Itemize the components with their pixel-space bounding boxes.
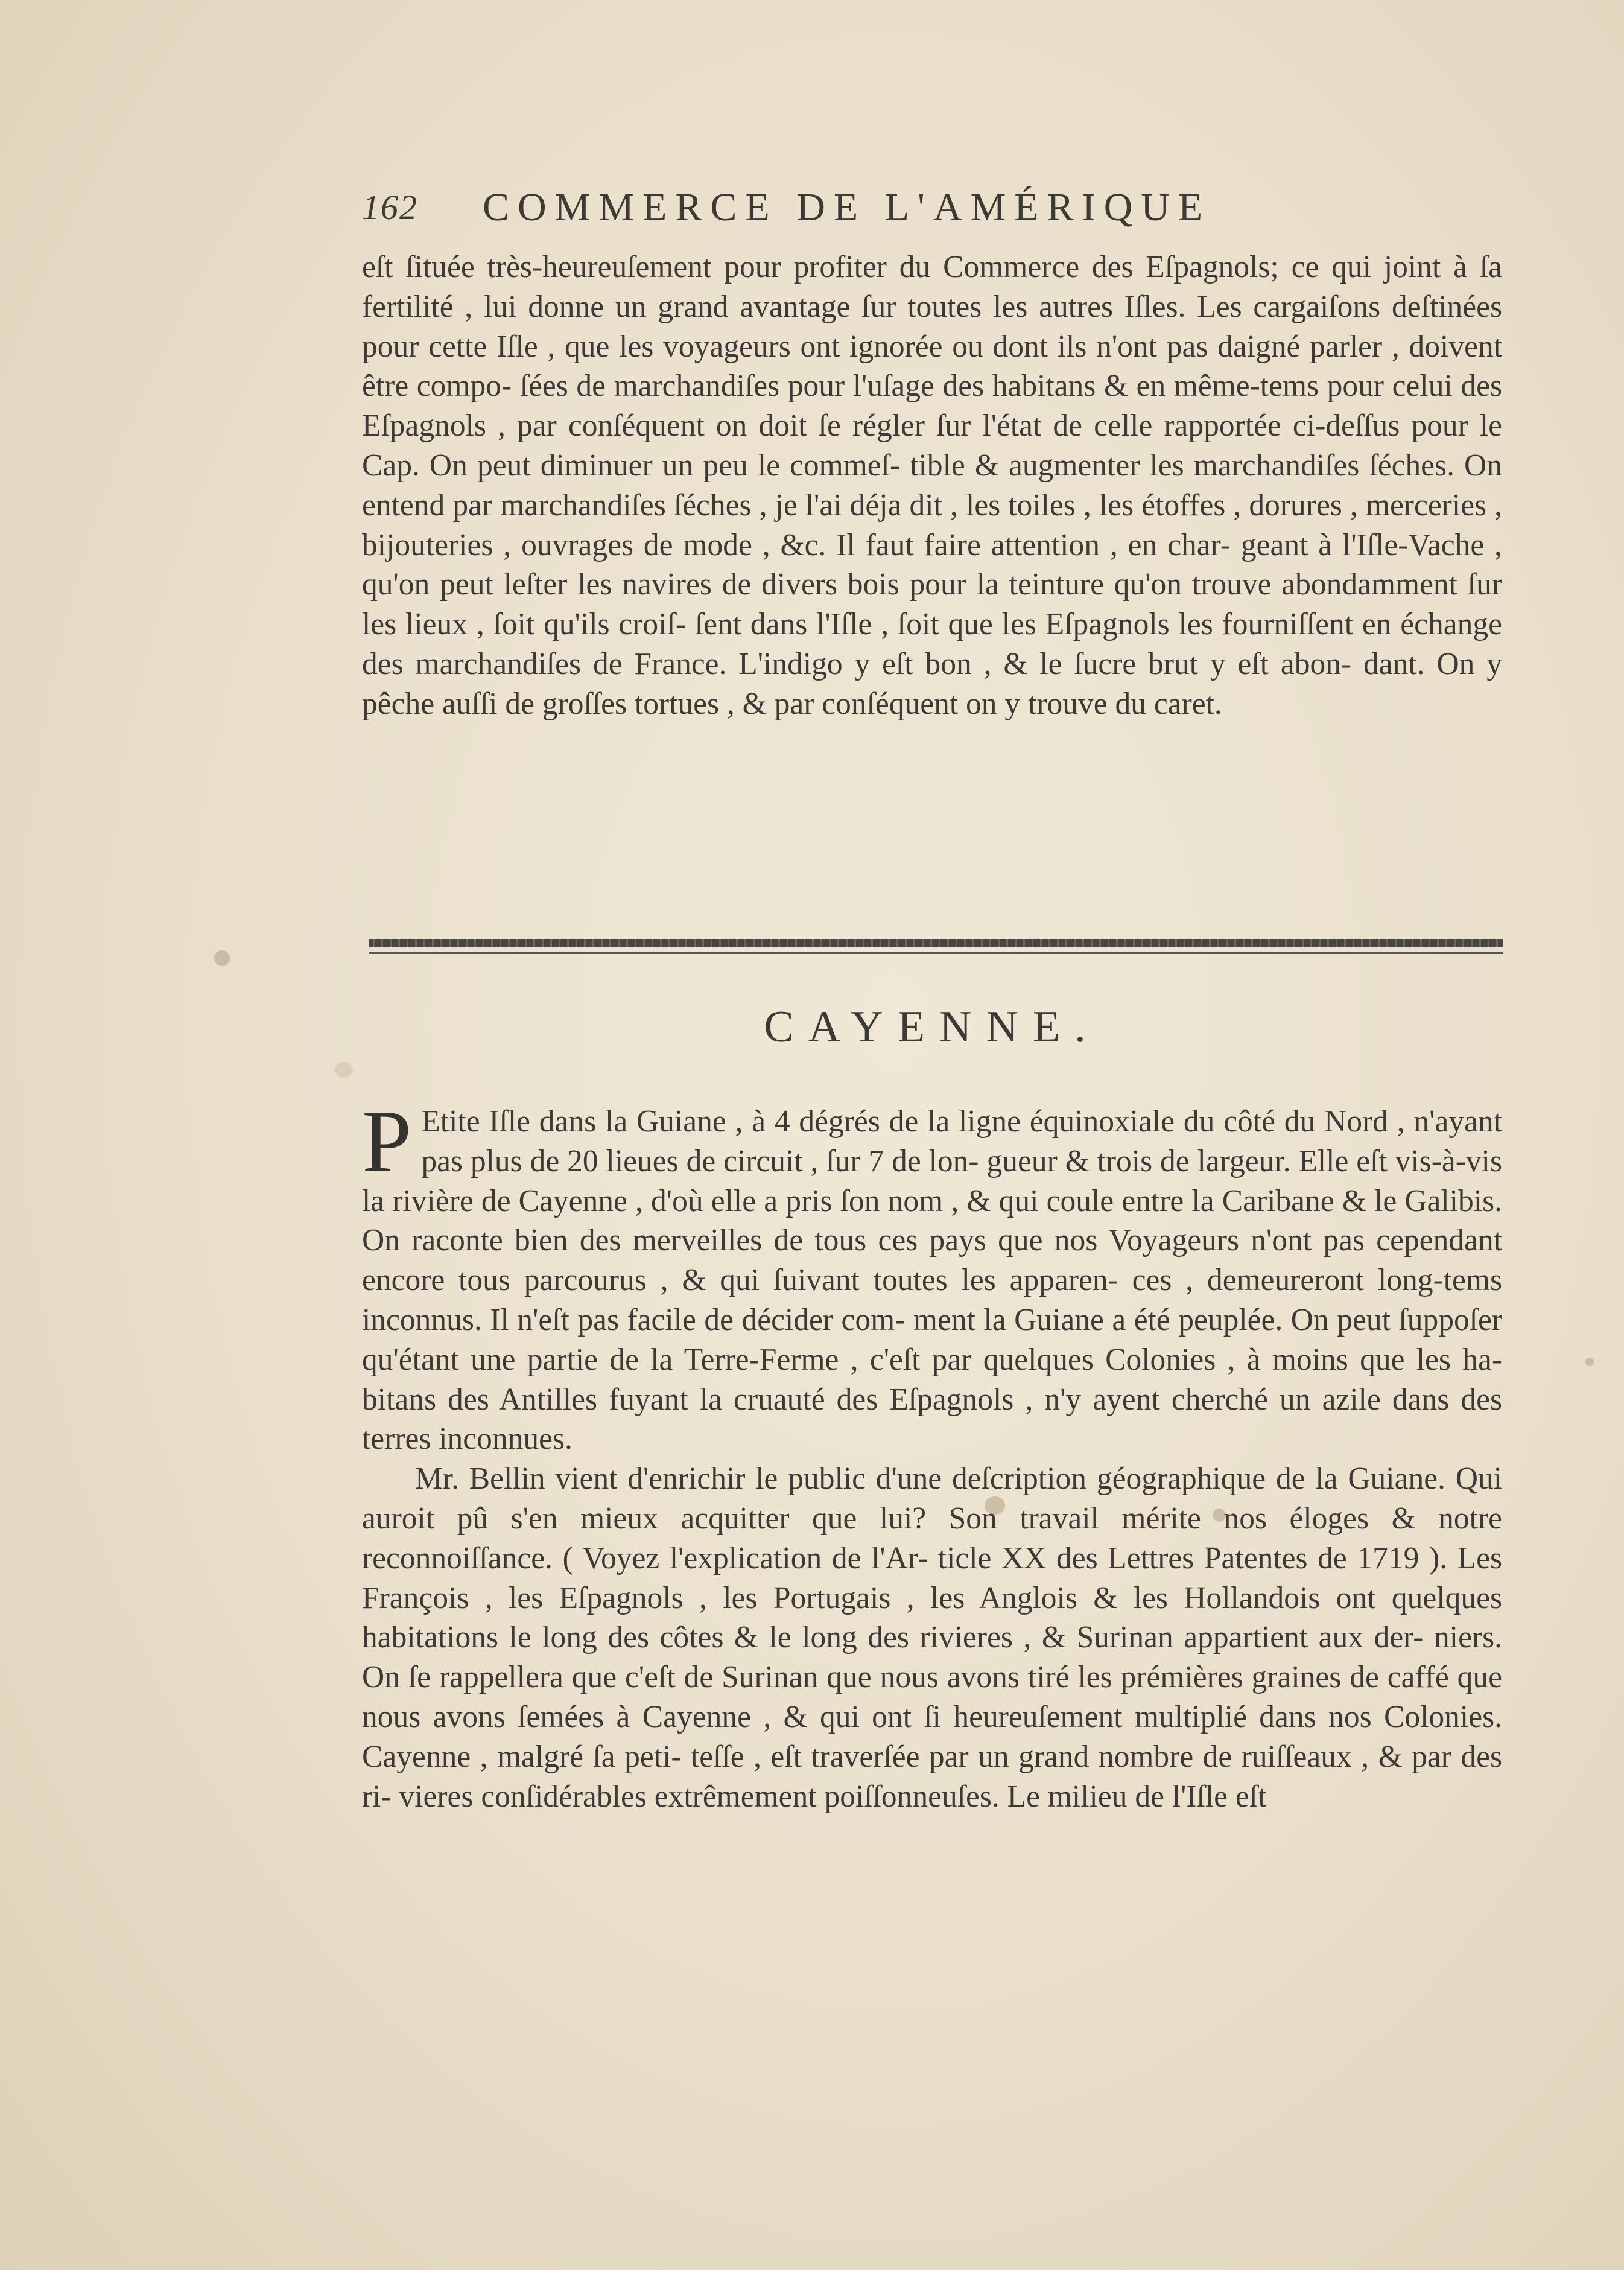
text-line: ticle XX des Lettres Patentes de 1719 ). Les François , les Eſpagnols ,: [362, 1540, 1503, 1615]
text-line: marchandiſes de France. L'indigo y eſt bon , & le ſucre brut y eſt abon-: [415, 646, 1352, 681]
text-line: mérite nos éloges & notre reconnoiſſance. ( Voyez l'explication de l'Ar-: [362, 1501, 1502, 1575]
text-line: les Portugais , les Anglois & les Hollandois ont quelques habitations le: [362, 1580, 1502, 1655]
running-title: COMMERCE DE L'AMÉRIQUE: [483, 185, 1211, 229]
text-line: ont ignorée ou dont ils n'ont pas daigné parler , doivent être compo-: [362, 329, 1503, 404]
text-line: trouve du caret.: [1028, 686, 1222, 721]
text-line: niers. On ſe rappellera que c'eſt de Surinan que nous avons tiré les: [362, 1620, 1502, 1695]
cayenne-text: [362, 1092, 1503, 1816]
text-line: azile dans des terres inconnues.: [362, 1382, 1503, 1457]
divider-ornament-rule: [369, 939, 1503, 947]
text-line: du Nord , n'ayant pas plus de 20 lieues de circuit , ſur 7 de lon-: [421, 1104, 1502, 1178]
paragraph-2: [362, 1459, 1502, 1816]
drop-cap: P: [362, 1092, 412, 1191]
text-line: celui des Eſpagnols , par conſéquent on doit ſe régler ſur l'état de celle: [362, 369, 1503, 444]
text-line: prémières graines de caffé que nous avons ſemées à Cayenne , & qui ont: [362, 1660, 1502, 1734]
text-line: ſéches , je l'ai déja dit , les toiles , les étoffes , dorures , merceries ,: [673, 488, 1502, 523]
text-line: Mr. Bellin vient d'enrichir le public d'une deſcription géographique: [415, 1461, 1266, 1496]
section-title: CAYENNE.: [764, 1002, 1100, 1052]
text-line: eſt ſituée très-heureuſement pour profiter du Commerce des Eſpagnols;: [362, 250, 1279, 284]
section-divider: [369, 939, 1503, 956]
text-line: tible & augmenter les marchandiſes ſéches. On entend par marchandiſes: [362, 448, 1502, 523]
text-line: vieres conſidérables extrêmement poiſſonneuſes. Le milieu de l'Iſle eſt: [399, 1779, 1267, 1814]
text-line: la teinture qu'on trouve abondamment ſur les lieux , ſoit qu'ils croiſ-: [362, 567, 1502, 642]
continuation-paragraph: [362, 247, 1502, 724]
continuation-text: [362, 247, 1502, 724]
paper-stain: [335, 1062, 353, 1078]
text-line: geant à l'Iſle-Vache , qu'on peut leſter les navires de divers bois pour: [362, 527, 1503, 602]
page-number: 162: [362, 188, 418, 227]
text-line: gueur & trois de largeur. Elle eſt vis-à-vis la rivière de Cayenne , d'où: [362, 1143, 1502, 1218]
divider-thin-rule: [369, 952, 1503, 954]
text-line: ſent dans l'Iſle , ſoit que les Eſpagnols les fourniſſent en échange des: [362, 607, 1502, 681]
text-line: pas cependant encore tous parcourus , & qui ſuivant toutes les apparen-: [362, 1223, 1503, 1298]
paper-stain: [214, 950, 230, 966]
text-line: de la Terre-Ferme , c'eſt par quelques Colonies , à moins que les ha-: [609, 1342, 1502, 1377]
text-line: raconte bien des merveilles de tous ces pays que nos Voyageurs n'ont: [411, 1223, 1312, 1258]
text-line: bitans des Antilles fuyant la cruauté des Eſpagnols , n'y ayent cherché un: [362, 1382, 1311, 1417]
paper-stain: [1585, 1358, 1594, 1366]
text-line: long des côtes & le long des rivieres , & Surinan appartient aux der-: [542, 1620, 1424, 1655]
text-line: ſées de marchandiſes pour l'uſage des habitans & en même-tems pour: [519, 369, 1385, 404]
paragraph-1-text: [362, 1092, 1503, 1457]
text-line: ces , demeureront long-tems inconnus. Il n'eſt pas facile de décider com-: [362, 1263, 1502, 1337]
text-line: ce qui joint à ſa fertilité , lui donne un grand avantage ſur toutes les: [362, 250, 1502, 324]
page-header: [362, 181, 1508, 247]
text-line: ment la Guiane a été peuplée. On peut ſuppoſer qu'étant une partie: [362, 1302, 1503, 1377]
text-line: ſi heureuſement multiplié dans nos Colonies. Cayenne , malgré ſa peti-: [362, 1699, 1502, 1774]
text-line: Etite Iſle dans la Guiane , à 4 dégrés de la ligne équinoxiale du côté: [421, 1104, 1275, 1139]
text-line: dant. On y pêche auſſi de groſſes tortues , & par conſéquent on y: [362, 646, 1503, 721]
text-line: elle a pris ſon nom , & qui coule entre la Caribane & le Galibis. On: [362, 1183, 1502, 1258]
text-line: rapportée ci-deſſus pour le Cap. On peut diminuer un peu le commeſ-: [362, 409, 1503, 483]
paragraph-1: [362, 1092, 1503, 1459]
text-line: de la Guiane. Qui auroit pû s'en mieux acquitter que lui? Son travail: [362, 1461, 1502, 1536]
text-line: teſſe , eſt traverſée par un grand nombre de ruiſſeaux , & par des ri-: [362, 1739, 1503, 1814]
text-line: bijouteries , ouvrages de mode , &c. Il faut faire attention , en char-: [362, 527, 1231, 562]
text-line: autres Iſles. Les cargaiſons deſtinées pour cette Iſle , que les voyageurs: [362, 289, 1502, 364]
